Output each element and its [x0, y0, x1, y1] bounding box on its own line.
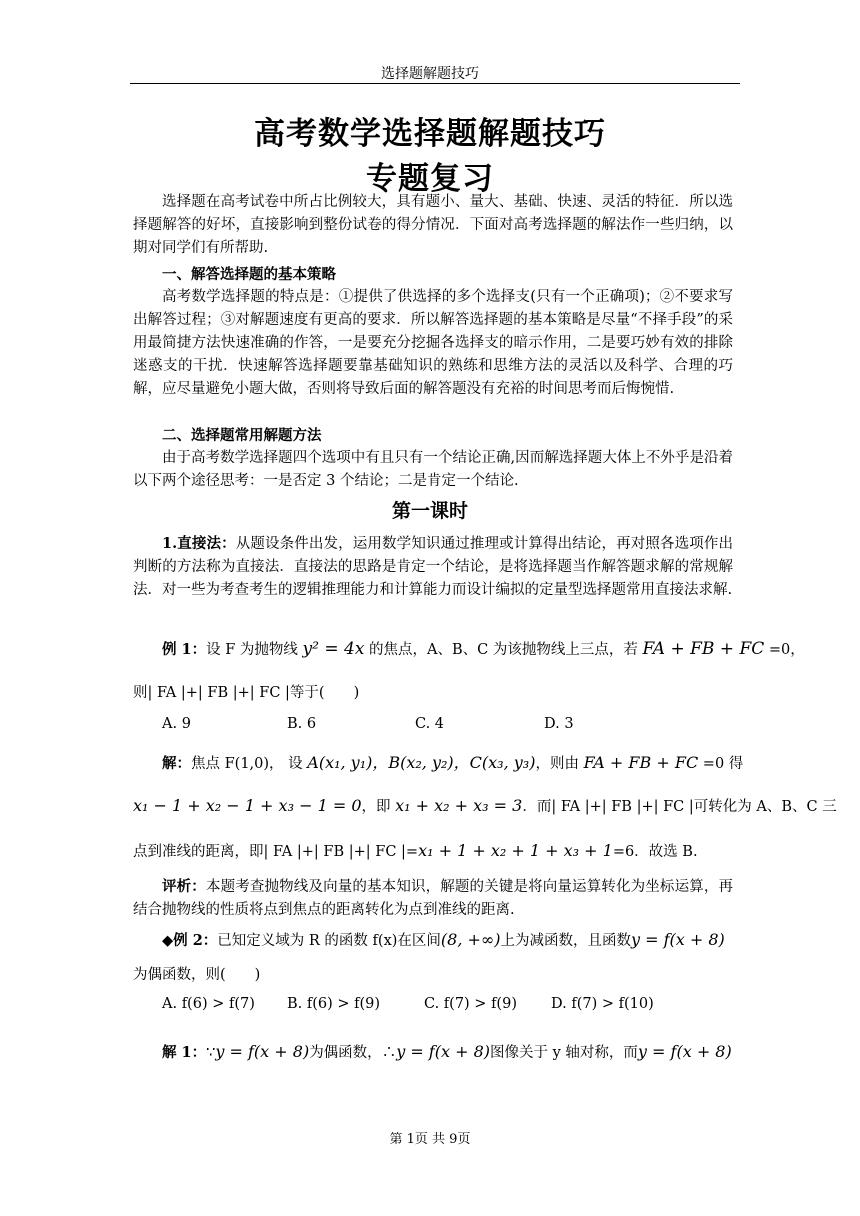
lesson-title: 第一课时: [391, 500, 468, 522]
solution1-vector-sum: FA + FB + FC: [583, 753, 699, 772]
example2-text-b: 上为减函数，且函数: [500, 933, 631, 949]
solution1-equation2: x₁ + x₂ + x₃ = 3: [395, 796, 523, 815]
solution1-label: 解：: [162, 755, 191, 772]
example2-label: ◆例 2：: [162, 932, 218, 949]
example2-options: [133, 996, 733, 1016]
analysis1-label: 评析：: [162, 878, 206, 895]
section1-paragraph: 高考数学选择题的特点是：①提供了供选择的多个选择支(只有一个正确项)；②不要求写出解答过程；③对解题速度有更高的要求．所以解答选择题的基本策略是尽量“不择手段”的采用最简捷方法快速准确的作答，一是要充分挖掘各选择支的暗示作用，二是要巧妙有效的排除迷惑支的干扰．快速解答选择题要靠基础知识的熟练和思维方法的灵活以及科学、合理的巧解，应尽量避免小题大做，否则将导致后面的解答题没有充裕的时间思考而后悔惋惜.: [133, 289, 733, 397]
example1-options: [133, 716, 733, 736]
solution1-equation1: x₁ − 1 + x₂ − 1 + x₃ − 1 = 0: [133, 796, 362, 815]
document-subtitle: 专题复习: [366, 161, 494, 197]
page-footer: 第 1页 共 9页: [389, 1132, 471, 1147]
solution1-line1: [162, 750, 762, 773]
example1-vector-sum: FA + FB + FC: [642, 639, 765, 659]
solution1-text-g: =6．故选 B.: [612, 844, 698, 860]
section2-paragraph: 由于高考数学选择题四个选项中有且只有一个结论正确,因而解选择题大体上不外乎是沿着以下两个途径思考：一是否定 3 个结论；二是肯定一个结论.: [133, 450, 733, 489]
example1-line1: [162, 638, 805, 659]
example1-option-d: D. 3: [544, 716, 574, 732]
example1-text-b: 的焦点，A、B、C 为该抛物线上三点，若: [364, 642, 643, 658]
example1-label: 例 1：: [162, 641, 207, 658]
example2-function: y = f(x + 8): [630, 930, 725, 949]
example2-option-b: B. f(6) > f(9): [287, 996, 381, 1012]
section1-heading: 一、解答选择题的基本策略: [162, 266, 336, 283]
therefore-symbol: ∴: [381, 1045, 397, 1061]
because-symbol: ∵: [206, 1045, 216, 1061]
solution2-function1: y = f(x + 8): [215, 1042, 310, 1061]
solution1-equation3: x₁ + 1 + x₂ + 1 + x₃ + 1: [418, 841, 613, 860]
solution2-function3: y = f(x + 8): [637, 1042, 732, 1061]
solution1-line3: [133, 840, 733, 861]
solution2-text-a: 为偶函数，: [309, 1045, 382, 1061]
example1-option-a: A. 9: [162, 716, 191, 732]
solution1-text-a: 焦点 F(1,0)， 设: [191, 756, 308, 772]
example2-option-d: D. f(7) > f(10): [551, 996, 654, 1012]
solution1-text-c: =0 得: [698, 756, 744, 772]
intro-paragraph: 选择题在高考试卷中所占比例较大，具有题小、量大、基础、快速、灵活的特征．所以选择题解答的好坏，直接影响到整份试卷的得分情况．下面对高考选择题的解法作一些归纳，以期对同学们有所帮助.: [133, 194, 733, 256]
analysis1-body: 本题考查抛物线及向量的基本知识，解题的关键是将向量运算转化为坐标运算，再结合抛物线的性质将点到焦点的距离转化为点到准线的距离.: [133, 879, 733, 918]
example1-option-c: C. 4: [415, 716, 445, 732]
example1-text-a: 设 F 为抛物线: [206, 642, 303, 658]
example2-option-a: A. f(6) > f(7): [162, 996, 255, 1012]
document-title: 高考数学选择题解题技巧: [254, 116, 606, 152]
solution1-text-e: ．而| FA |+| FB |+| FC |可转化为 A、B、C 三: [522, 799, 837, 815]
example1-parabola: y² = 4x: [302, 639, 365, 659]
method1-paragraph: [133, 532, 733, 602]
example1-line2: 则| FA |+| FB |+| FC |等于( ): [133, 685, 360, 701]
example2-line2: 为偶函数，则( ): [133, 967, 261, 983]
section2-heading: 二、选择题常用解题方法: [162, 427, 322, 444]
analysis1-paragraph: [133, 875, 733, 922]
example2-line1: [162, 929, 762, 950]
example2-text-a: 已知定义域为 R 的函数 f(x)在区间: [217, 933, 441, 949]
solution1-line2: [133, 795, 837, 816]
header-rule: [130, 83, 740, 84]
solution1-text-b: ，则由: [535, 756, 584, 772]
solution2-text-b: 图像关于 y 轴对称，而: [490, 1045, 638, 1061]
solution2-label: 解 1：: [162, 1044, 207, 1061]
example1-eq-zero: =0，: [764, 642, 805, 658]
method1-label: 1.直接法：: [162, 535, 236, 552]
example1-option-b: B. 6: [287, 716, 317, 732]
solution2-function2: y = f(x + 8): [396, 1042, 490, 1061]
solution1-text-d: ，即: [361, 799, 396, 815]
solution1-text-f: 点到准线的距离，即| FA |+| FB |+| FC |=: [133, 844, 419, 860]
solution2-line1: [162, 1041, 762, 1062]
example2-interval: (8, +∞): [440, 930, 501, 949]
example2-option-c: C. f(7) > f(9): [424, 996, 517, 1012]
running-header: 选择题解题技巧: [381, 66, 479, 82]
solution1-points: A(x₁, y₁)，B(x₂, y₂)，C(x₃, y₃): [307, 753, 536, 772]
method1-body: 从题设条件出发，运用数学知识通过推理或计算得出结论，再对照各选项作出判断的方法称为直接法．直接法的思路是肯定一个结论，是将选择题当作解答题求解的常规解法．对一些为考查考生的逻辑推理能力和计算能力而设计编拟的定量型选择题常用直接法求解.: [133, 536, 733, 598]
